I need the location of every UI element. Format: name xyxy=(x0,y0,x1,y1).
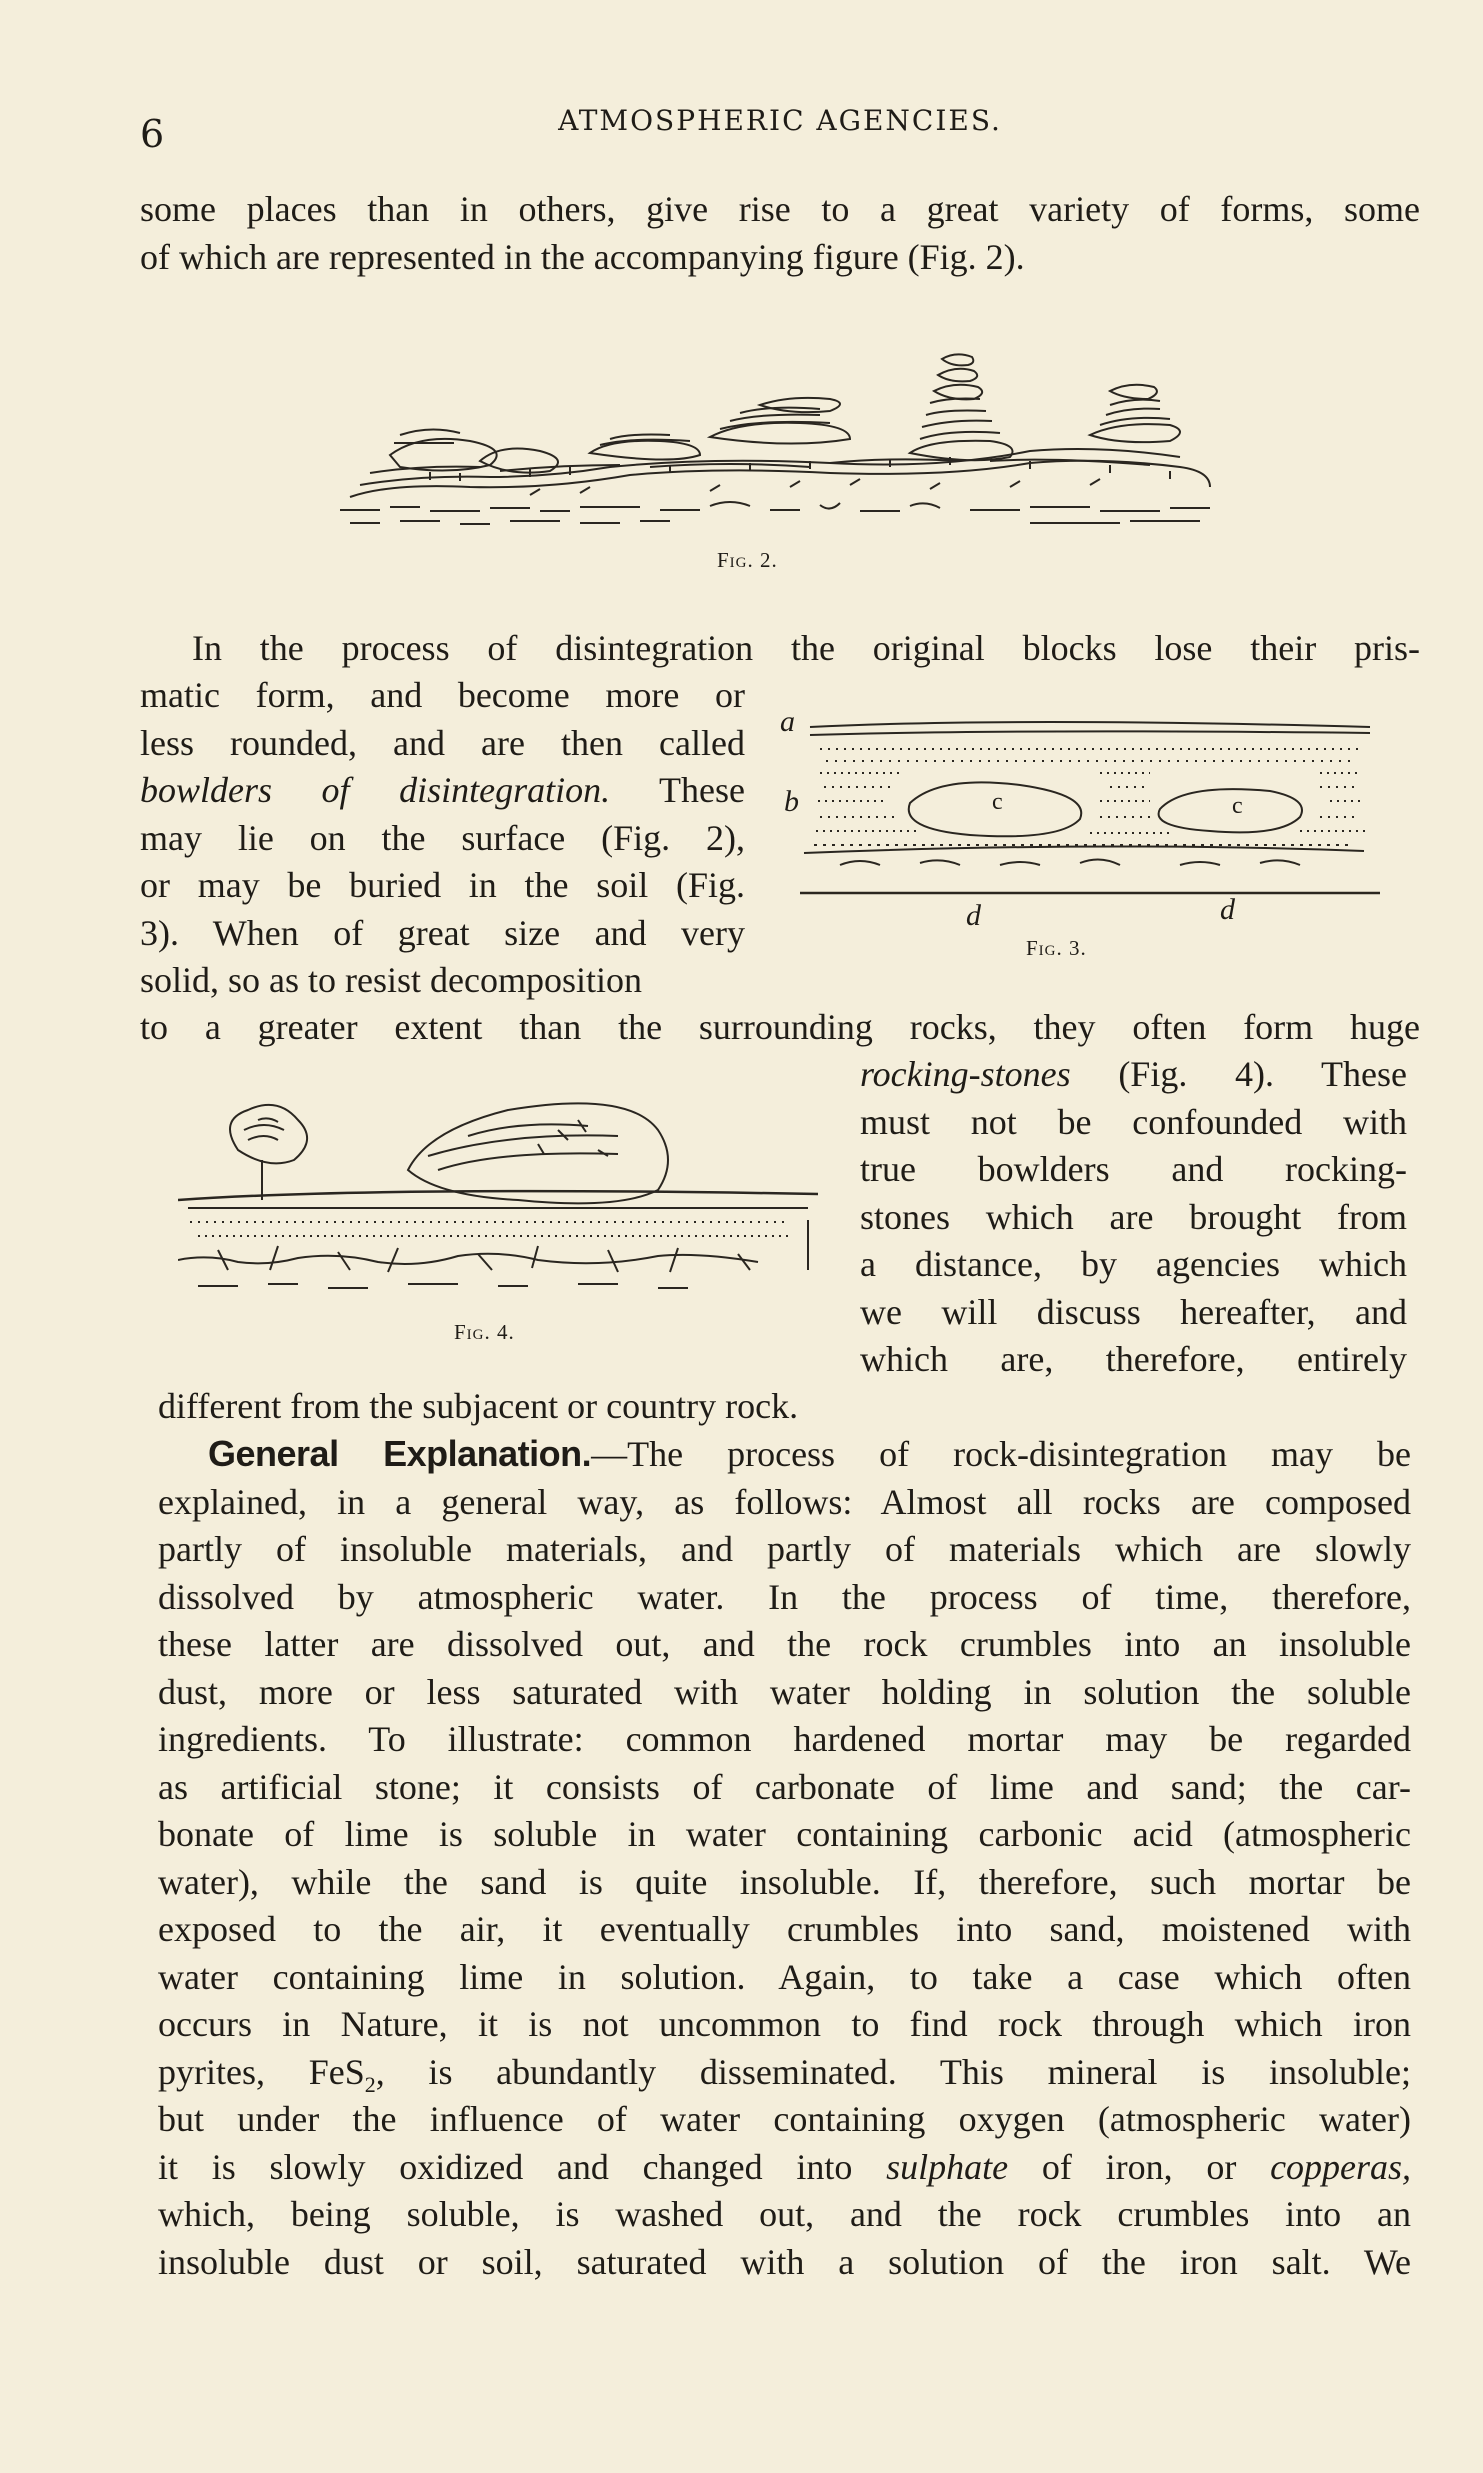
text-line: rocking-stones (Fig. 4). These xyxy=(860,1054,1407,1094)
text-line: matic form, and become more or xyxy=(140,675,745,715)
text-line: ingredients. To illustrate: common hardened mortar may be regarded xyxy=(158,1719,1411,1759)
text-line: pyrites, FeS$_2$, is abundantly disseminated. This mineral is insoluble; xyxy=(158,2051,1411,2097)
paragraph-2-right-column xyxy=(860,1051,1407,1384)
text-line: dissolved by atmospheric water. In the process of time, therefore, xyxy=(158,1576,1411,1617)
fig3-label-a: a xyxy=(780,705,795,738)
text-line: but under the influence of water containing oxygen (atmospheric water) xyxy=(158,2099,1411,2139)
text-line: true bowlders and rocking- xyxy=(860,1149,1407,1189)
fig3-label-d: d xyxy=(1220,893,1235,926)
text-line: 3). When of great size and very xyxy=(140,912,745,953)
term-sulphate: sulphate xyxy=(886,2146,1009,2187)
text-line: bonate of lime is soluble in water containing carbonic acid (atmospheric xyxy=(158,1814,1411,1854)
page-number: 6 xyxy=(140,112,165,156)
text-line: of which are represented in the accompanying figure (Fig. 2). xyxy=(140,236,1025,277)
text-line: it is slowly oxidized and changed into sulphate of iron, or copperas, xyxy=(158,2146,1412,2187)
paragraph-3 xyxy=(158,1430,1411,2286)
text-line: or may be buried in the soil (Fig. xyxy=(140,865,745,905)
section-heading: General Explanation. xyxy=(208,1433,592,1474)
text-line: In the process of disintegration the original blocks lose their pris- xyxy=(192,628,1420,668)
text-line: exposed to the air, it eventually crumbles into sand, moistened with xyxy=(158,1909,1411,1949)
term-rocking-stones: rocking-stones xyxy=(860,1054,1071,1094)
fig2-illustration xyxy=(330,335,1220,535)
text-line: which, being soluble, is washed out, and the rock crumbles into an xyxy=(158,2194,1411,2234)
text-line: bowlders of disintegration. These xyxy=(140,770,745,810)
text-line: may lie on the surface (Fig. 2), xyxy=(140,817,745,858)
text-line: water containing lime in solution. Again, to take a case which often xyxy=(158,1956,1411,1997)
paragraph-1 xyxy=(140,186,1420,281)
text-line: we will discuss hereafter, and xyxy=(860,1291,1407,1332)
fig3-label-c: c xyxy=(1232,793,1243,819)
text-line: to a greater extent than the surrounding rocks, they often form huge xyxy=(140,1007,1420,1047)
figure-4 xyxy=(178,1090,828,1310)
text-line: different from the subjacent or country rock. xyxy=(158,1386,799,1426)
fig3-label-d: d xyxy=(966,899,981,932)
text-line: a distance, by agencies which xyxy=(860,1244,1407,1284)
fig4-caption: Fig. 4. xyxy=(454,1320,515,1344)
paragraph-2-continued xyxy=(140,1004,1420,1052)
text-line: General Explanation.—The process of rock-disintegration may be xyxy=(208,1433,1411,1474)
text-line: water), while the sand is quite insoluble. If, therefore, such mortar be xyxy=(158,1861,1411,1902)
text-line: less rounded, and are then called xyxy=(140,722,745,763)
text-line: some places than in others, give rise to a great variety of forms, some xyxy=(140,189,1420,229)
term-copperas: copperas, xyxy=(1270,2146,1412,2187)
fig3-illustration xyxy=(780,705,1390,935)
text-line: stones which are brought from xyxy=(860,1196,1407,1237)
paragraph-2-first-line xyxy=(140,625,1420,673)
figure-3 xyxy=(780,705,1390,935)
text-line: insoluble dust or soil, saturated with a solution of the iron salt. We xyxy=(158,2241,1411,2282)
text-line: partly of insoluble materials, and partly of materials which are slowly xyxy=(158,1529,1411,1569)
fig4-illustration xyxy=(178,1090,828,1310)
text-line: must not be confounded with xyxy=(860,1101,1407,1142)
text-line: which are, therefore, entirely xyxy=(860,1339,1407,1379)
fig3-label-c: c xyxy=(992,789,1003,815)
paragraph-2-end xyxy=(158,1383,1408,1431)
text-line: as artificial stone; it consists of carbonate of lime and sand; the car- xyxy=(158,1766,1411,1807)
fig3-caption: Fig. 3. xyxy=(1026,936,1087,960)
figure-2 xyxy=(330,335,1220,535)
term-bowlders: bowlders of disintegration. xyxy=(140,770,611,810)
paragraph-2-left-column xyxy=(140,672,745,1005)
text-line: explained, in a general way, as follows: Almost all rocks are composed xyxy=(158,1481,1411,1522)
text-line: dust, more or less saturated with water holding in solution the soluble xyxy=(158,1671,1411,1712)
text-line: these latter are dissolved out, and the rock crumbles into an insoluble xyxy=(158,1624,1411,1664)
text-line: solid, so as to resist decomposition xyxy=(140,960,642,1000)
running-head xyxy=(140,104,1420,164)
text-line: occurs in Nature, it is not uncommon to find rock through which iron xyxy=(158,2004,1411,2044)
fig3-label-b: b xyxy=(784,785,799,818)
fig2-caption: Fig. 2. xyxy=(717,548,778,572)
header-title: ATMOSPHERIC AGENCIES. xyxy=(558,104,1002,137)
